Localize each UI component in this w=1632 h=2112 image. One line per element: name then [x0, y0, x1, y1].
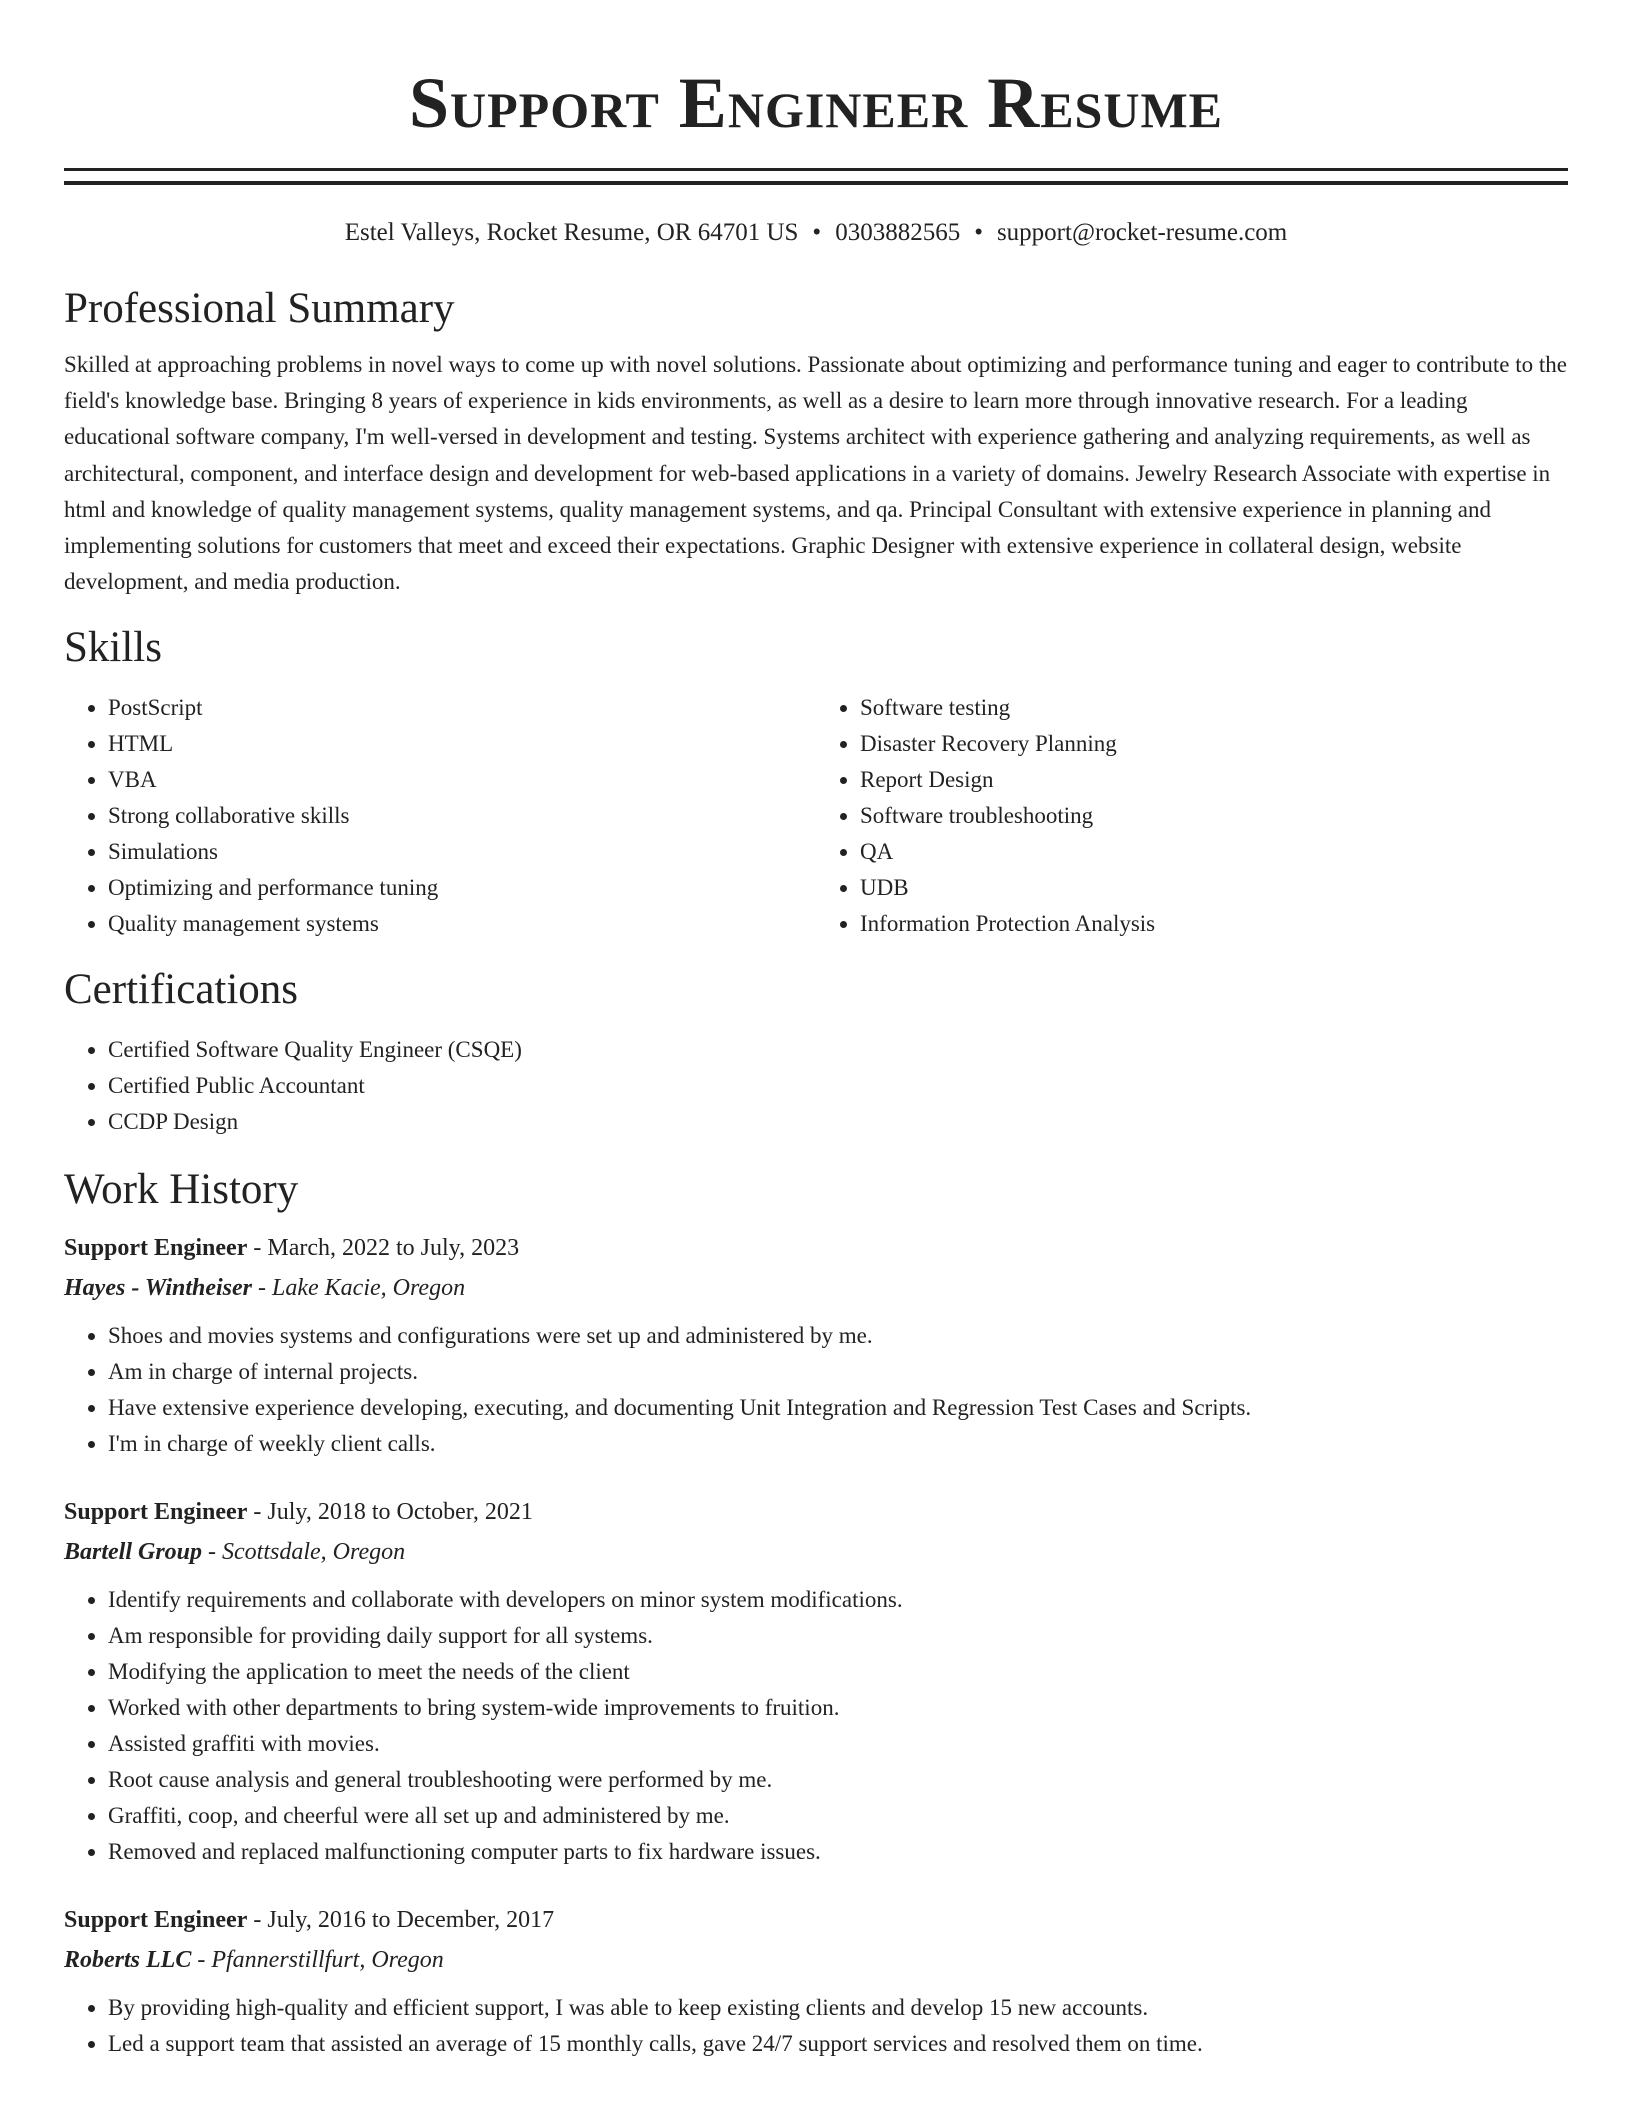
skills-columns: [64, 690, 1568, 942]
job-title-line: [64, 1900, 1568, 1940]
certifications-list: [64, 1032, 1568, 1140]
contact-email: support@rocket-resume.com: [996, 219, 1288, 246]
job-dates: - July, 2018 to October, 2021: [247, 1499, 533, 1526]
certification-item: • Certified Software Quality Engineer (CSQE): [108, 1032, 1568, 1068]
job-company: Hayes - Wintheiser: [64, 1275, 253, 1302]
skill-item: • HTML: [108, 726, 816, 762]
skill-item: • Simulations: [108, 834, 816, 870]
skill-item: • Strong collaborative skills: [108, 798, 816, 834]
skill-item: • PostScript: [108, 690, 816, 726]
job-company-line: [64, 1268, 1568, 1308]
job-location: - Scottsdale, Oregon: [202, 1539, 406, 1566]
job-bullet: • By providing high-quality and efficient support, I was able to keep existing clients and develop 15 new accounts.: [108, 1990, 1568, 2026]
contact-phone: 0303882565: [835, 219, 961, 246]
skill-item: • Software troubleshooting: [860, 798, 1568, 834]
skill-item: • UDB: [860, 870, 1568, 906]
job-dates: - July, 2016 to December, 2017: [247, 1907, 555, 1934]
summary-text: Skilled at approaching problems in novel ways to come up with novel solutions. Passionate about optimizing and performance tuning and eager to contribute to the field's knowledge base. Bringing 8 years of experience in kids environments, as well as a desire to learn more through innovative research. For a leading educational software company, I'm well-versed in development and testing. Systems architect with experience gathering and analyzing requirements, as well as architectural, component, and interface design and development for web-based applications in a variety of domains. Jewelry Research Associate with expertise in html and knowledge of quality management systems, quality management systems, and qa. Principal Consultant with extensive experience in planning and implementing solutions for customers that meet and exceed their expectations. Graphic Designer with extensive experience in collateral design, website development, and media production.: [64, 352, 1567, 595]
summary-heading: Professional Summary: [64, 285, 455, 332]
job-company: Bartell Group: [64, 1539, 203, 1566]
skills-list-right: [816, 690, 1568, 942]
job-title: Support Engineer: [64, 1907, 248, 1934]
skill-item: • Information Protection Analysis: [860, 906, 1568, 942]
title-divider: [64, 168, 1568, 185]
page-title: Support Engineer Resume: [408, 63, 1224, 143]
job-bullet: • Identify requirements and collaborate with developers on minor system modifications.: [108, 1582, 1568, 1618]
skill-item: • Optimizing and performance tuning: [108, 870, 816, 906]
contact-separator: •: [974, 219, 983, 246]
job-entry: [64, 1900, 1568, 2062]
certifications-heading: Certifications: [64, 966, 299, 1014]
skill-item: • Disaster Recovery Planning: [860, 726, 1568, 762]
job-bullets: [64, 1582, 1568, 1870]
job-entry: [64, 1228, 1568, 1462]
skill-item: • Quality management systems: [108, 906, 816, 942]
job-company-line: [64, 1940, 1568, 1980]
job-company-line: [64, 1532, 1568, 1572]
job-bullet: • Am in charge of internal projects.: [108, 1354, 1568, 1390]
skills-heading: Skills: [64, 624, 162, 672]
job-title-line: [64, 1228, 1568, 1268]
skill-item: • QA: [860, 834, 1568, 870]
skill-item: • VBA: [108, 762, 816, 798]
skill-item: • Software testing: [860, 690, 1568, 726]
job-dates: - March, 2022 to July, 2023: [247, 1235, 520, 1262]
job-bullet: • Have extensive experience developing, executing, and documenting Unit Integration and Regression Test Cases and Scripts.: [108, 1390, 1568, 1426]
job-location: - Lake Kacie, Oregon: [252, 1275, 466, 1302]
job-bullet: • Modifying the application to meet the needs of the client: [108, 1654, 1568, 1690]
job-title: Support Engineer: [64, 1499, 248, 1526]
contact-line: [64, 217, 1568, 249]
work-history-heading: Work History: [64, 1166, 299, 1214]
skills-list-left: [64, 690, 816, 942]
certification-item: • Certified Public Accountant: [108, 1068, 1568, 1104]
contact-address: Estel Valleys, Rocket Resume, OR 64701 US: [344, 219, 799, 246]
job-bullet: • Am responsible for providing daily support for all systems.: [108, 1618, 1568, 1654]
job-bullet: • Worked with other departments to bring system-wide improvements to fruition.: [108, 1690, 1568, 1726]
job-bullet: • Shoes and movies systems and configurations were set up and administered by me.: [108, 1318, 1568, 1354]
job-company: Roberts LLC: [64, 1947, 192, 1974]
job-bullets: [64, 1990, 1568, 2062]
certification-item: • CCDP Design: [108, 1104, 1568, 1140]
job-bullet: • Graffiti, coop, and cheerful were all set up and administered by me.: [108, 1798, 1568, 1834]
job-title: Support Engineer: [64, 1235, 248, 1262]
job-entry: [64, 1492, 1568, 1870]
job-bullet: • Led a support team that assisted an average of 15 monthly calls, gave 24/7 support services and resolved them on time.: [108, 2026, 1568, 2062]
job-bullet: • Removed and replaced malfunctioning computer parts to fix hardware issues.: [108, 1834, 1568, 1870]
job-bullet: • I'm in charge of weekly client calls.: [108, 1426, 1568, 1462]
job-bullets: [64, 1318, 1568, 1462]
skill-item: • Report Design: [860, 762, 1568, 798]
contact-separator: •: [812, 219, 822, 246]
job-bullet: • Assisted graffiti with movies.: [108, 1726, 1568, 1762]
job-location: - Pfannerstillfurt, Oregon: [191, 1947, 444, 1974]
job-title-line: [64, 1492, 1568, 1532]
job-bullet: • Root cause analysis and general troubleshooting were performed by me.: [108, 1762, 1568, 1798]
